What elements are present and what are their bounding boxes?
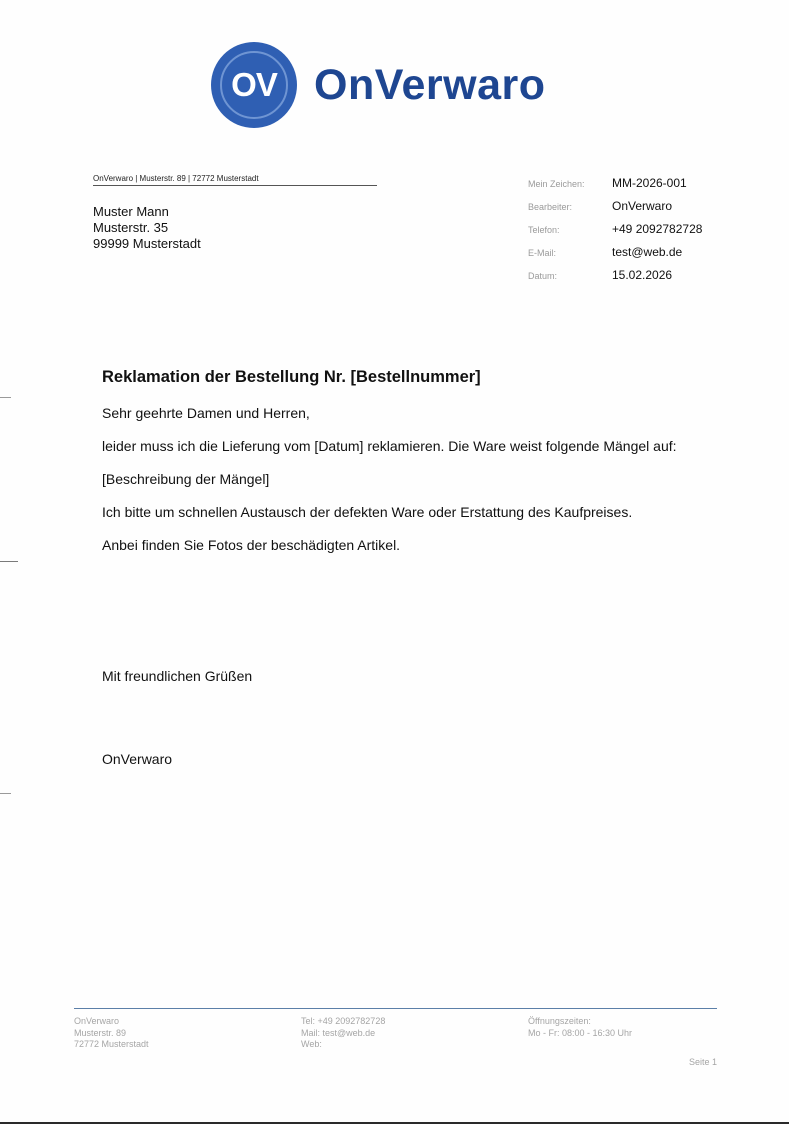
footer-text: Tel: +49 2092782728: [301, 1016, 386, 1026]
closing-phrase: Mit freundlichen Grüßen: [102, 668, 253, 684]
body-paragraph: [Beschreibung der Mängel]: [102, 471, 270, 487]
info-value: +49 2092782728: [612, 222, 703, 236]
letter-subject: Reklamation der Bestellung Nr. [Bestellnummer]: [102, 368, 481, 386]
footer-divider: [74, 1008, 717, 1009]
letter-body: [102, 368, 692, 570]
info-row-editor: [528, 199, 702, 222]
footer-text: Web:: [301, 1039, 322, 1049]
footer-text: Mail: test@web.de: [301, 1027, 376, 1038]
signature: OnVerwaro: [102, 751, 173, 767]
recipient-city: 99999 Musterstadt: [93, 236, 201, 251]
logo-badge-text: OV: [231, 66, 277, 103]
footer-text: Mo - Fr: 08:00 - 16:30 Uhr: [528, 1027, 633, 1038]
recipient-street: Musterstr. 35: [93, 220, 169, 235]
fold-mark-top: [0, 397, 11, 398]
body-paragraph: leider muss ich die Lieferung vom [Datum] reklamieren. Die Ware weist folgende Mängel auf:: [102, 438, 677, 454]
reference-info-block: [528, 176, 702, 291]
info-row-email: [528, 245, 702, 268]
info-label: Datum:: [528, 271, 558, 281]
body-paragraph: Ich bitte um schnellen Austausch der defekten Ware oder Erstattung des Kaufpreises.: [102, 504, 633, 520]
footer-text: Öffnungszeiten:: [528, 1016, 591, 1026]
info-row-reference: [528, 176, 702, 199]
salutation: Sehr geehrte Damen und Herren,: [102, 405, 310, 421]
info-value: MM-2026-001: [612, 176, 687, 190]
recipient-name: Muster Mann: [93, 204, 169, 219]
footer-contact: [301, 1016, 385, 1051]
logo-badge-icon: [211, 42, 297, 128]
sender-return-address: OnVerwaro | Musterstr. 89 | 72772 Musterstadt: [93, 174, 377, 186]
info-label: Mein Zeichen:: [528, 179, 585, 189]
recipient-address: [93, 204, 201, 252]
info-value: OnVerwaro: [612, 199, 673, 213]
footer-text: Musterstr. 89: [74, 1027, 127, 1038]
info-label: Telefon:: [528, 225, 560, 235]
footer-text: 72772 Musterstadt: [74, 1039, 149, 1049]
info-label: Bearbeiter:: [528, 202, 573, 212]
page-number: Seite 1: [688, 1057, 717, 1067]
company-logo: [211, 42, 546, 128]
punch-mark: [0, 561, 18, 562]
body-paragraph: Anbei finden Sie Fotos der beschädigten Artikel.: [102, 537, 401, 553]
logo-wordmark: OnVerwaro: [314, 60, 546, 109]
info-value: test@web.de: [612, 245, 683, 259]
info-label: E-Mail:: [528, 248, 557, 258]
footer-company-address: [74, 1016, 149, 1051]
fold-mark-bottom: [0, 793, 11, 794]
footer-opening-hours: [528, 1016, 632, 1039]
info-row-date: [528, 268, 702, 291]
info-row-phone: [528, 222, 702, 245]
info-value: 15.02.2026: [612, 268, 673, 282]
footer-text: OnVerwaro: [74, 1016, 120, 1026]
